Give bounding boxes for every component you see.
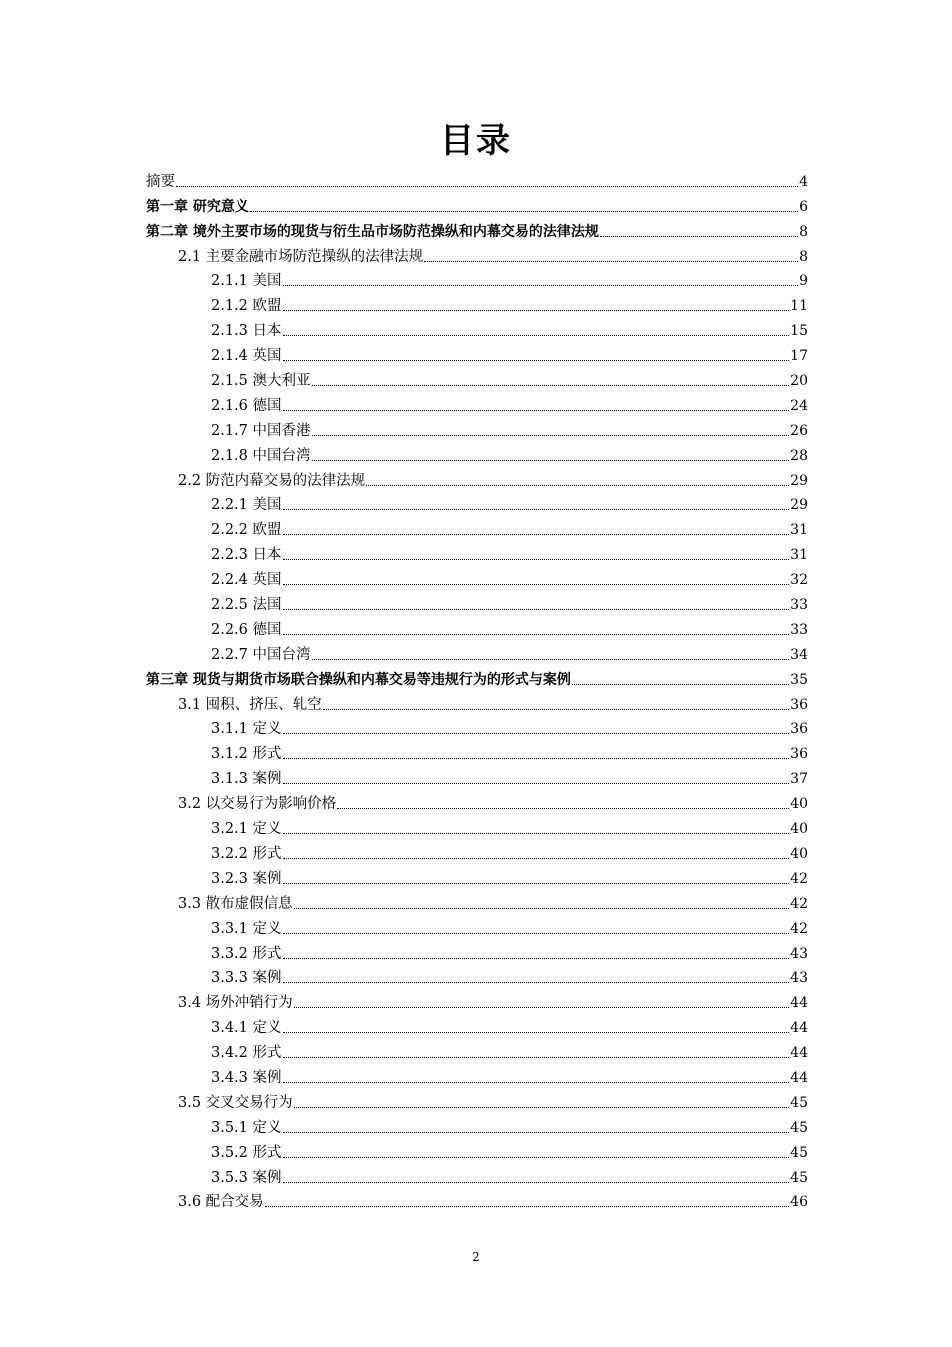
toc-entry-page: 40 [790,796,808,813]
toc-dot-leader [337,807,789,809]
toc-entry-page: 36 [790,746,808,763]
toc-entry-page: 8 [799,223,808,240]
toc-dot-leader [283,732,790,734]
toc-entry-label: 2.1.6 德国 [211,397,282,414]
toc-entry[interactable] [146,614,808,639]
toc-entry-label: 2.1.5 澳大利亚 [211,373,311,390]
toc-entry[interactable] [146,763,808,788]
toc-entry-page: 29 [790,497,808,514]
toc-dot-leader [283,757,790,759]
toc-dot-leader [250,210,798,212]
toc-entry-page: 15 [790,323,808,340]
toc-entry-label: 3.2.2 形式 [211,845,282,862]
toc-entry-page: 33 [790,621,808,638]
toc-entry[interactable] [146,788,808,813]
toc-entry-label: 2.1.3 日本 [211,323,282,340]
toc-dot-leader [283,957,790,959]
toc-entry-page: 45 [790,1169,808,1186]
toc-dot-leader [283,1156,790,1158]
toc-entry[interactable] [146,216,808,241]
toc-dot-leader [283,1081,790,1083]
toc-entry-page: 44 [790,1045,808,1062]
toc-entry-label: 第一章 研究意义 [146,198,249,215]
toc-entry-page: 28 [790,447,808,464]
toc-entry-page: 43 [790,945,808,962]
toc-entry-label: 3.4.1 定义 [211,1020,282,1037]
toc-entry[interactable] [146,1012,808,1037]
toc-dot-leader [283,857,790,859]
toc-dot-leader [283,932,790,934]
toc-entry-label: 3.5.1 定义 [211,1119,282,1136]
toc-entry[interactable] [146,714,808,739]
toc-dot-leader [176,185,798,187]
toc-entry-label: 3.2 以交易行为影响价格 [178,796,337,813]
toc-dot-leader [294,907,790,909]
toc-entry[interactable] [146,813,808,838]
toc-entry-page: 40 [790,821,808,838]
toc-entry-page: 45 [790,1144,808,1161]
toc-entry-page: 8 [799,248,808,265]
toc-dot-leader [283,608,790,610]
toc-dot-leader [283,359,790,361]
toc-dot-leader [283,309,790,311]
toc-entry[interactable] [146,440,808,465]
toc-dot-leader [283,533,790,535]
toc-entry[interactable] [146,564,808,589]
toc-entry[interactable] [146,191,808,216]
toc-entry[interactable] [146,266,808,291]
toc-entry[interactable] [146,938,808,963]
toc-dot-leader [283,409,790,411]
toc-entry[interactable] [146,963,808,988]
toc-entry[interactable] [146,514,808,539]
toc-dot-leader [283,832,790,834]
toc-entry-label: 3.1.2 形式 [211,746,282,763]
toc-entry-label: 2.1.7 中国香港 [211,422,311,439]
toc-entry[interactable] [146,863,808,888]
toc-dot-leader [283,334,790,336]
toc-entry[interactable] [146,738,808,763]
toc-entry-page: 42 [790,895,808,912]
toc-entry-label: 2.2.5 法国 [211,597,282,614]
toc-entry[interactable] [146,415,808,440]
page-title: 目录 [440,121,512,161]
toc-entry-label: 3.4 场外冲销行为 [178,995,293,1012]
toc-entry-page: 44 [790,1020,808,1037]
toc-entry-label: 2.1.8 中国台湾 [211,447,311,464]
toc-entry[interactable] [146,315,808,340]
toc-dot-leader [283,782,790,784]
toc-entry[interactable] [146,1087,808,1112]
toc-entry-label: 3.5.3 案例 [211,1169,282,1186]
toc-dot-leader [572,683,789,685]
toc-entry-label: 3.2.1 定义 [211,821,282,838]
toc-dot-leader [283,1131,790,1133]
toc-dot-leader [600,235,798,237]
toc-entry-page: 4 [799,173,808,190]
toc-dot-leader [283,508,790,510]
toc-entry[interactable] [146,987,808,1012]
toc-dot-leader [366,484,789,486]
toc-entry[interactable] [146,689,808,714]
toc-entry-label: 2.2.2 欧盟 [211,522,282,539]
toc-entry[interactable] [146,365,808,390]
toc-dot-leader [283,583,790,585]
toc-entry[interactable] [146,1137,808,1162]
toc-entry[interactable] [146,1062,808,1087]
toc-entry-page: 24 [790,397,808,414]
toc-entry-page: 20 [790,373,808,390]
toc-entry-page: 44 [790,995,808,1012]
toc-entry[interactable] [146,1037,808,1062]
toc-entry-page: 33 [790,597,808,614]
toc-dot-leader [283,981,790,983]
toc-entry[interactable] [146,490,808,515]
toc-entry-label: 3.3 散布虚假信息 [178,895,293,912]
toc-entry-page: 37 [790,771,808,788]
toc-dot-leader [323,708,790,710]
toc-entry-page: 36 [790,721,808,738]
toc-entry-page: 17 [790,348,808,365]
toc-dot-leader [312,384,790,386]
toc-entry-page: 43 [790,970,808,987]
toc-entry-label: 第三章 现货与期货市场联合操纵和内幕交易等违规行为的形式与案例 [146,671,571,688]
toc-dot-leader [265,1205,790,1207]
toc-entry-label: 第二章 境外主要市场的现货与衍生品市场防范操纵和内幕交易的法律法规 [146,223,599,240]
toc-entry-page: 45 [790,1119,808,1136]
toc-dot-leader [283,1181,790,1183]
toc-dot-leader [312,459,790,461]
toc-entry[interactable] [146,888,808,913]
toc-entry-label: 3.5 交叉交易行为 [178,1094,293,1111]
toc-entry[interactable] [146,1162,808,1187]
toc-entry-label: 3.5.2 形式 [211,1144,282,1161]
toc-entry-page: 11 [790,298,808,315]
toc-entry-label: 2.1.1 美国 [211,273,282,290]
toc-entry[interactable] [146,639,808,664]
toc-entry-page: 9 [799,273,808,290]
toc-entry-label: 3.3.2 形式 [211,945,282,962]
toc-dot-leader [294,1006,790,1008]
toc-entry-page: 46 [790,1194,808,1211]
toc-entry-label: 2.1.2 欧盟 [211,298,282,315]
toc-entry-label: 2.2 防范内幕交易的法律法规 [178,472,366,489]
toc-dot-leader [283,1031,790,1033]
toc-dot-leader [283,558,790,560]
toc-entry-label: 3.4.2 形式 [211,1045,282,1062]
toc-entry-label: 2.2.7 中国台湾 [211,646,311,663]
toc-entry-label: 2.2.4 英国 [211,572,282,589]
toc-entry[interactable] [146,589,808,614]
toc-entry-label: 2.2.6 德国 [211,621,282,638]
toc-entry[interactable] [146,340,808,365]
toc-dot-leader [294,1106,790,1108]
toc-entry-label: 3.1.1 定义 [211,721,282,738]
toc-entry-label: 2.2.3 日本 [211,547,282,564]
toc-entry-page: 35 [790,671,808,688]
toc-entry[interactable] [146,664,808,689]
toc-entry[interactable] [146,913,808,938]
toc-entry-label: 3.2.3 案例 [211,870,282,887]
toc-entry-page: 6 [799,198,808,215]
page-number: 2 [472,1250,480,1264]
toc-entry-page: 36 [790,696,808,713]
toc-entry-label: 2.1 主要金融市场防范操纵的法律法规 [178,248,424,265]
toc-entry-page: 29 [790,472,808,489]
toc-entry[interactable] [146,838,808,863]
toc-entry[interactable] [146,166,808,191]
toc-entry[interactable] [146,1187,808,1212]
toc-entry[interactable] [146,290,808,315]
toc-entry[interactable] [146,1112,808,1137]
toc-dot-leader [312,434,790,436]
toc-dot-leader [283,284,799,286]
toc-dot-leader [283,882,790,884]
toc-entry-label: 3.3.1 定义 [211,920,282,937]
toc-entry[interactable] [146,390,808,415]
toc-entry[interactable] [146,539,808,564]
toc-dot-leader [424,260,798,262]
toc-entry-label: 3.1.3 案例 [211,771,282,788]
toc-entry-label: 3.4.3 案例 [211,1069,282,1086]
toc-entry-label: 2.2.1 美国 [211,497,282,514]
toc-entry[interactable] [146,465,808,490]
toc-entry-page: 45 [790,1094,808,1111]
toc-entry-label: 3.1 囤积、挤压、轧空 [178,696,322,713]
toc-entry-label: 3.6 配合交易 [178,1194,264,1211]
toc-entry-page: 42 [790,920,808,937]
toc-entry-label: 3.3.3 案例 [211,970,282,987]
toc-entry-label: 摘要 [146,173,175,190]
toc-entry-page: 34 [790,646,808,663]
toc-dot-leader [312,658,790,660]
table-of-contents [146,166,808,1211]
toc-entry-page: 31 [790,522,808,539]
toc-entry-page: 32 [790,572,808,589]
toc-entry-page: 44 [790,1069,808,1086]
toc-entry-page: 40 [790,845,808,862]
toc-entry-page: 26 [790,422,808,439]
toc-entry-page: 42 [790,870,808,887]
toc-dot-leader [283,1056,790,1058]
toc-entry-label: 2.1.4 英国 [211,348,282,365]
toc-entry-page: 31 [790,547,808,564]
toc-dot-leader [283,633,790,635]
toc-entry[interactable] [146,241,808,266]
